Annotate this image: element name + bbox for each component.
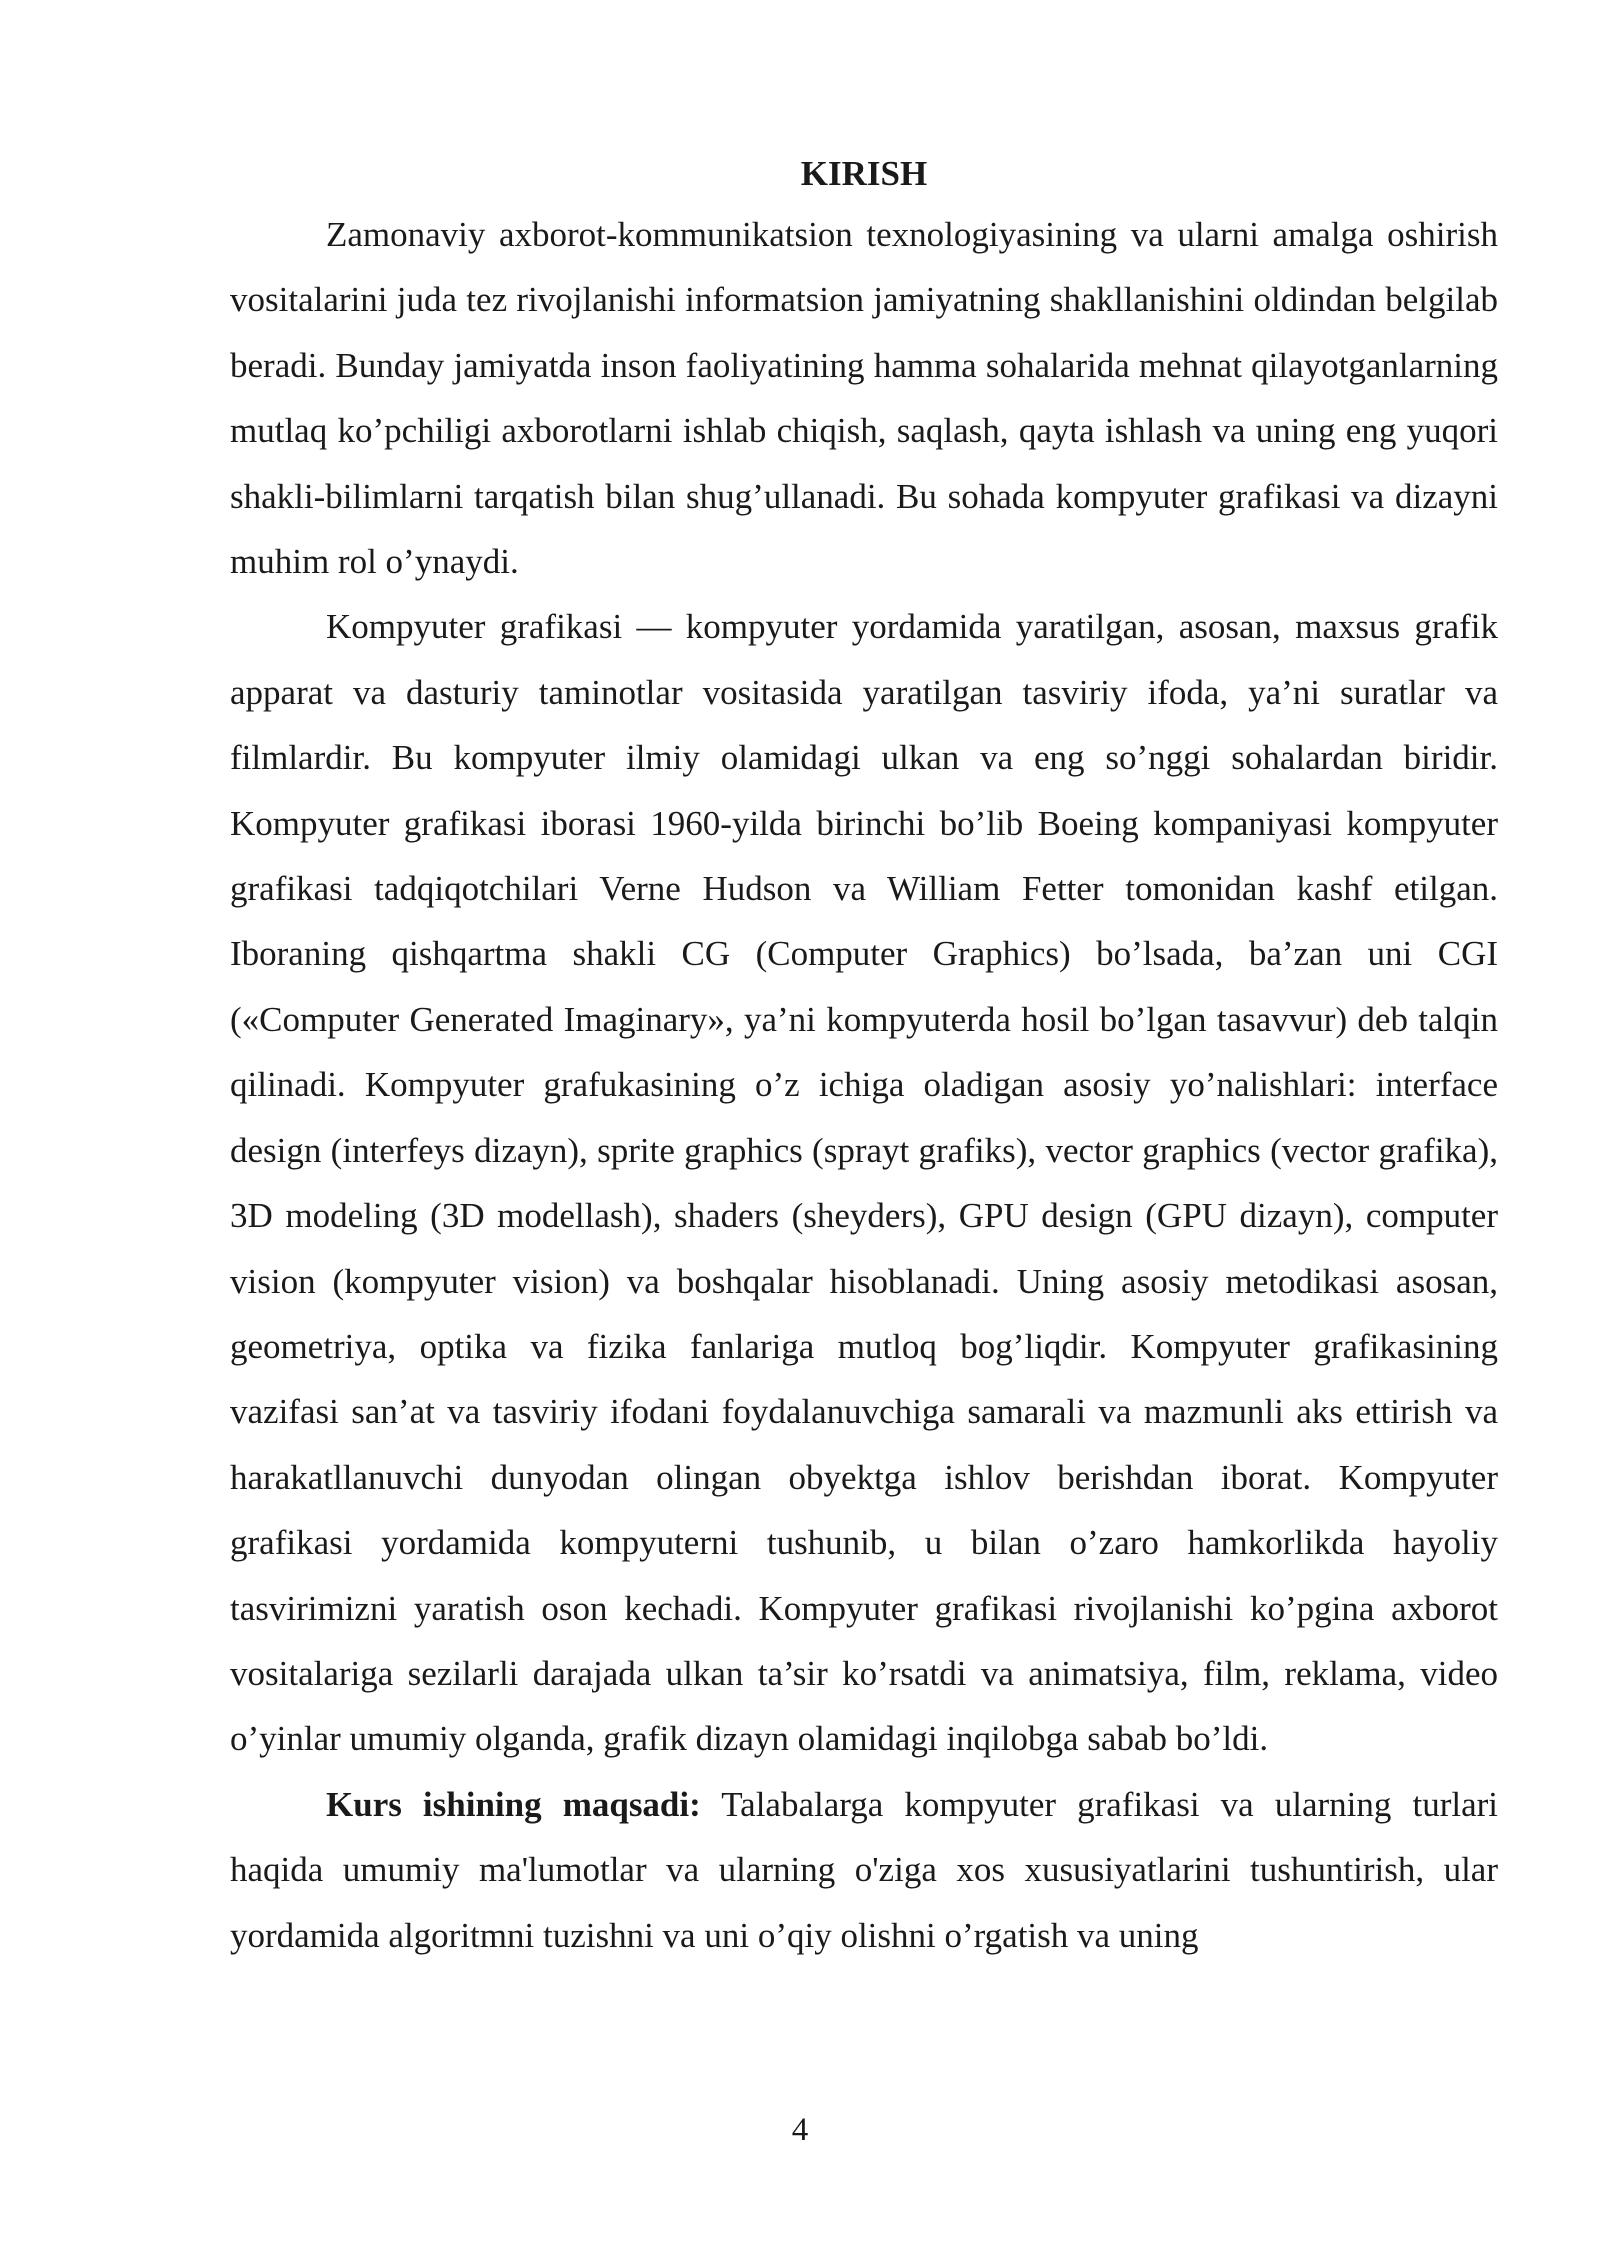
paragraph-intro: Zamonaviy axborot-kommunikatsion texnologiyasining va ularni amalga oshirish vositalarini juda tez rivojlanishi informatsion jamiyatning shakllanishini oldindan belgilab beradi. Bunday jamiyatda inson faoliyatining hamma sohalarida mehnat qilayotganlarning mutlaq ko’pchiligi axborotlarni ishlab chiqish, saqlash, qayta ishlash va uning eng yuqori shakli-bilimlarni tarqatish bilan shug’ullanadi. Bu sohada kompyuter grafikasi va dizayni muhim rol o’ynaydi. — [230, 215, 1498, 582]
course-goal-label: Kurs ishining maqsadi: — [326, 1784, 701, 1824]
paragraph-course-goal — [230, 1772, 1498, 1968]
page-number: 4 — [791, 2112, 809, 2148]
page-title: KIRISH — [800, 154, 928, 193]
document-page — [230, 150, 1498, 1968]
course-goal-text: Talabalarga kompyuter grafikasi va ularning turlari haqida umumiy ma'lumotlar va ularning o'ziga xos xususiyatlarini tushuntirish, ular yordamida algoritmni tuzishni va uni o’qiy olishni o’rgatish va uning — [230, 1784, 1498, 1955]
paragraph-computer-graphics: Kompyuter grafikasi — kompyuter yordamida yaratilgan, asosan, maxsus grafik apparat va dasturiy taminotlar vositasida yaratilgan tasviriy ifoda, ya’ni suratlar va filmlardir. Bu kompyuter ilmiy olamidagi ulkan va eng so’nggi sohalardan biridir. Kompyuter grafikasi iborasi 1960-yilda birinchi bo’lib Boeing kompaniyasi kompyuter grafikasi tadqiqotchilari Verne Hudson va William Fetter tomonidan kashf etilgan. Iboraning qishqartma shakli CG (Computer Graphics) bo’lsada, ba’zan uni CGI («Computer Generated Imaginary», ya’ni kompyuterda hosil bo’lgan tasavvur) deb talqin qilinadi. Kompyuter grafukasining o’z ichiga oladigan asosiy yo’nalishlari: interface design (interfeys dizayn), sprite graphics (sprayt grafiks), vector graphics (vector grafika), 3D modeling (3D modellash), shaders (sheyders), GPU design (GPU dizayn), computer vision (kompyuter vision) va boshqalar hisoblanadi. Uning asosiy metodikasi asosan, geometriya, optika va fizika fanlariga mutloq bog’liqdir. Kompyuter grafikasining vazifasi san’at va tasviriy ifodani foydalanuvchiga samarali va mazmunli aks ettirish va harakatllanuvchi dunyodan olingan obyektga ishlov berishdan iborat. Kompyuter grafikasi yordamida kompyuterni tushunib, u bilan o’zaro hamkorlikda hayoliy tasvirimizni yaratish oson kechadi. Kompyuter grafikasi rivojlanishi ko’pgina axborot vositalariga sezilarli darajada ulkan ta’sir ko’rsatdi va animatsiya, film, reklama, video o’yinlar umumiy olganda, grafik dizayn olamidagi inqilobga sabab bo’ldi. — [230, 607, 1498, 1759]
